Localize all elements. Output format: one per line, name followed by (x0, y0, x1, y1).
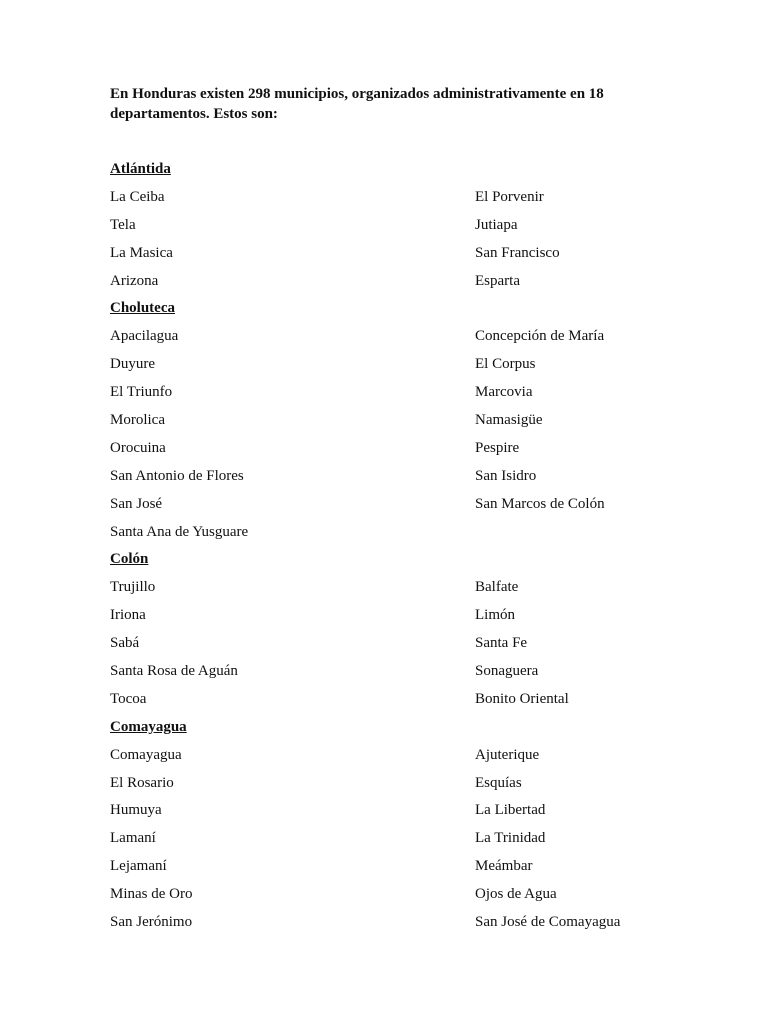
municipality-name: Bonito Oriental (475, 690, 569, 707)
municipality-row (110, 463, 710, 491)
municipality-name: Duyure (110, 356, 155, 373)
department-heading: Colón (110, 551, 149, 568)
municipality-name: Arizona (110, 272, 159, 289)
municipality-row (110, 686, 710, 714)
department-heading: Comayagua (110, 718, 187, 735)
municipality-name: San Jerónimo (110, 914, 193, 931)
municipality-name: San Isidro (475, 467, 537, 484)
municipality-row (110, 212, 710, 240)
municipality-name: La Ceiba (110, 188, 165, 205)
municipality-name: Tela (110, 216, 136, 233)
municipality-name: San Antonio de Flores (110, 467, 244, 484)
municipality-name: Morolica (110, 412, 165, 429)
municipality-name: Sonaguera (475, 663, 539, 680)
municipality-row (110, 351, 710, 379)
municipality-name: Orocuina (110, 439, 166, 456)
municipality-name: San José de Comayagua (475, 914, 621, 931)
municipalities-list (110, 156, 710, 937)
municipality-name: San Marcos de Colón (475, 495, 605, 512)
municipality-name: Concepción de María (475, 328, 605, 345)
municipality-name: Ajuterique (475, 746, 540, 763)
municipality-name: Esparta (475, 272, 520, 289)
municipality-name: Limón (475, 607, 515, 624)
municipality-name: Namasigüe (475, 412, 543, 429)
municipality-name: La Trinidad (475, 830, 546, 847)
municipality-name: Tocoa (110, 690, 147, 707)
municipality-name: San Francisco (475, 244, 560, 261)
municipality-name: Minas de Oro (110, 886, 193, 903)
municipality-row (110, 658, 710, 686)
municipality-name: Balfate (475, 579, 519, 596)
municipality-row (110, 881, 710, 909)
municipality-row (110, 435, 710, 463)
department-heading: Atlántida (110, 161, 171, 177)
municipality-name: El Rosario (110, 774, 174, 791)
municipality-row (110, 630, 710, 658)
municipality-name: La Masica (110, 244, 173, 261)
municipality-name: San José (110, 495, 163, 512)
municipality-row (110, 853, 710, 881)
municipality-name: Sabá (110, 635, 140, 652)
municipality-row (110, 519, 710, 547)
municipality-name: Comayagua (110, 746, 182, 763)
municipality-name: El Corpus (475, 356, 536, 373)
municipality-name: Trujillo (110, 579, 156, 596)
municipality-row (110, 491, 710, 519)
municipality-name: Marcovia (475, 384, 533, 401)
intro-paragraph: En Honduras existen 298 municipios, organizados administrativamente en 18 departamentos. Estos son: (110, 86, 604, 122)
municipality-name: Ojos de Agua (475, 886, 557, 903)
municipality-row (110, 909, 710, 937)
municipality-row (110, 602, 710, 630)
department-heading: Choluteca (110, 300, 175, 317)
municipality-row (110, 407, 710, 435)
municipality-name: Lejamaní (110, 858, 167, 875)
municipality-row (110, 825, 710, 853)
municipality-name: Esquías (475, 774, 522, 791)
municipality-name: Santa Rosa de Aguán (110, 663, 238, 680)
municipality-name: El Porvenir (475, 188, 544, 205)
municipality-name: Humuya (110, 802, 162, 819)
municipality-name: Santa Ana de Yusguare (110, 523, 249, 540)
municipality-row (110, 797, 710, 825)
municipality-name: Iriona (110, 607, 146, 624)
municipality-row (110, 268, 710, 296)
municipality-name: Pespire (475, 439, 520, 456)
municipality-name: Jutiapa (475, 216, 518, 233)
municipality-row (110, 323, 710, 351)
municipality-name: Apacilagua (110, 328, 179, 345)
municipality-row (110, 240, 710, 268)
municipality-row (110, 574, 710, 602)
municipality-name: El Triunfo (110, 384, 173, 401)
municipality-row (110, 742, 710, 770)
municipality-name: Meámbar (475, 858, 533, 875)
municipality-name: La Libertad (475, 802, 546, 819)
municipality-row (110, 770, 710, 798)
municipality-row (110, 184, 710, 212)
municipality-name: Santa Fe (475, 635, 528, 652)
municipality-name: Lamaní (110, 830, 156, 847)
municipality-row (110, 379, 710, 407)
